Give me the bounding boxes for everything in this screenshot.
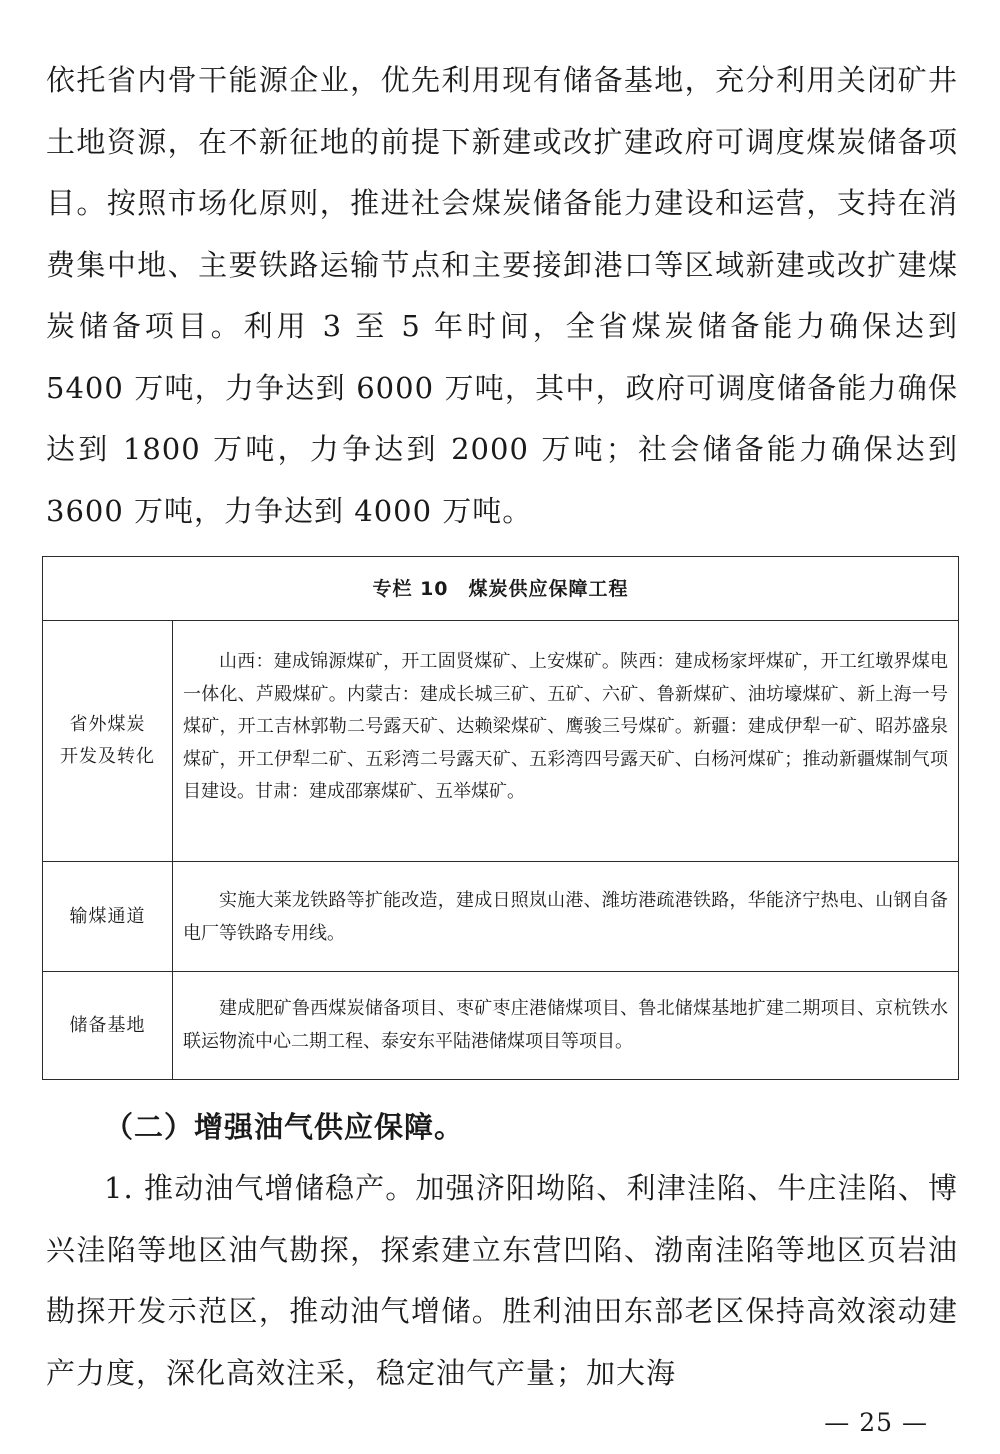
body-paragraph-bottom: 1. 推动油气增储稳产。加强济阳坳陷、利津洼陷、牛庄洼陷、博兴洼陷等地区油气勘探，探索建立东营凹陷、渤南洼陷等地区页岩油勘探开发示范区，推动油气增储。胜利油田东部老区保持高效滚动建产力度，深化高效注采，稳定油气产量；加大海 bbox=[46, 1171, 958, 1390]
row-content: 实施大莱龙铁路等扩能改造，建成日照岚山港、潍坊港疏港铁路，华能济宁热电、山钢自备电厂等铁路专用线。 bbox=[183, 890, 948, 944]
row-label bbox=[43, 621, 173, 861]
row-label bbox=[43, 862, 173, 971]
body-paragraph-top: 依托省内骨干能源企业，优先利用现有储备基地，充分利用关闭矿井土地资源，在不新征地的前提下新建或改扩建政府可调度煤炭储备项目。按照市场化原则，推进社会煤炭储备能力建设和运营，支持在消费集中地、主要铁路运输节点和主要接卸港口等区域新建或改扩建煤炭储备项目。利用 3 至 5 年时间，全省煤炭储备能力确保达到 5400 万吨，力争达到 6000 万吨，其中，政府可调度储备能力确保达到 1800 万吨，力争达到 2000 万吨；社会储备能力确保达到 3600 万吨，力争达到 4000 万吨。 bbox=[46, 63, 958, 528]
page-number-text: — 25 — bbox=[824, 1408, 928, 1437]
row-label-line: 开发及转化 bbox=[60, 746, 155, 767]
row-label-line: 储备基地 bbox=[69, 1014, 146, 1036]
column-row-coal-transport bbox=[43, 861, 958, 971]
row-content: 山西：建成锦源煤矿，开工固贤煤矿、上安煤矿。陕西：建成杨家坪煤矿，开工红墩界煤电一体化、芦殿煤矿。内蒙古：建成长城三矿、五矿、六矿、鲁新煤矿、油坊壕煤矿、新上海一号煤矿，开工吉林郭勒二号露天矿、达赖梁煤矿、鹰骏三号煤矿。新疆：建成伊犁一矿、昭苏盛泉煤矿，开工伊犁二矿、五彩湾二号露天矿、五彩湾四号露天矿、白杨河煤矿；推动新疆煤制气项目建设。甘肃：建成邵寨煤矿、五举煤矿。 bbox=[183, 651, 948, 802]
column-row-storage-base bbox=[43, 971, 958, 1079]
row-content: 建成肥矿鲁西煤炭储备项目、枣矿枣庄港储煤项目、鲁北储煤基地扩建二期项目、京杭铁水联运物流中心二期工程、泰安东平陆港储煤项目等项目。 bbox=[183, 998, 948, 1052]
column-box-title: 专栏 10 煤炭供应保障工程 bbox=[43, 557, 958, 621]
row-label-line: 输煤通道 bbox=[69, 905, 146, 927]
column-box bbox=[42, 556, 959, 1080]
section-heading: （二）增强油气供应保障。 bbox=[104, 1110, 465, 1144]
row-label-line: 省外煤炭 bbox=[69, 714, 146, 735]
column-row-coal-development bbox=[43, 621, 958, 861]
page-number bbox=[0, 1408, 1000, 1437]
row-label bbox=[43, 972, 173, 1079]
